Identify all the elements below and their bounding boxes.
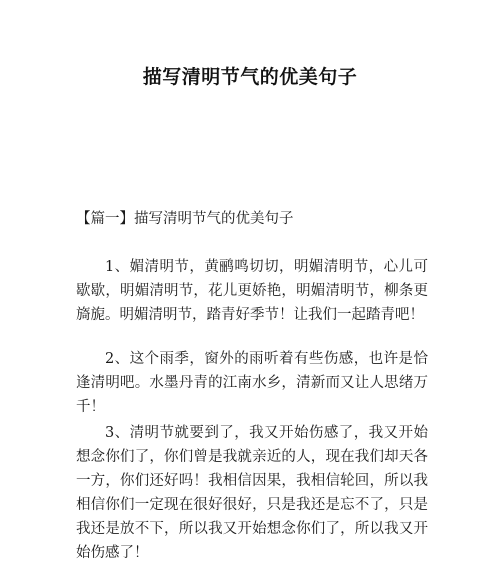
faded-next-paragraph — [76, 551, 428, 565]
section-heading: 【篇一】描写清明节气的优美句子 — [76, 211, 294, 227]
paragraph-1: 1、媚清明节，黄鹂鸣切切，明媚清明节，心儿可歇歇，明媚清明节，花儿更娇艳，明媚清明节，柳条更旖旎。明媚清明节，踏青好季节！让我们一起踏青吧！ — [76, 259, 428, 323]
paragraph-3: 3、清明节就要到了，我又开始伤感了，我又开始想念你们了，你们曾是我就亲近的人，现在我们却天各一方，你们还好吗！我相信因果，我相信轮回，所以我相信你们一定现在很好很好，只是我还是忘不了，只是我还是放不下，所以我又开始想念你们了，所以我又开始伤感了！ — [76, 425, 428, 561]
paragraph-2: 2、这个雨季，窗外的雨听着有些伤感，也许是恰逢清明吧。水墨丹青的江南水乡，清新而又让人思绪万千！ — [76, 351, 428, 415]
document-title: 描写清明节气的优美句子 — [142, 66, 358, 88]
